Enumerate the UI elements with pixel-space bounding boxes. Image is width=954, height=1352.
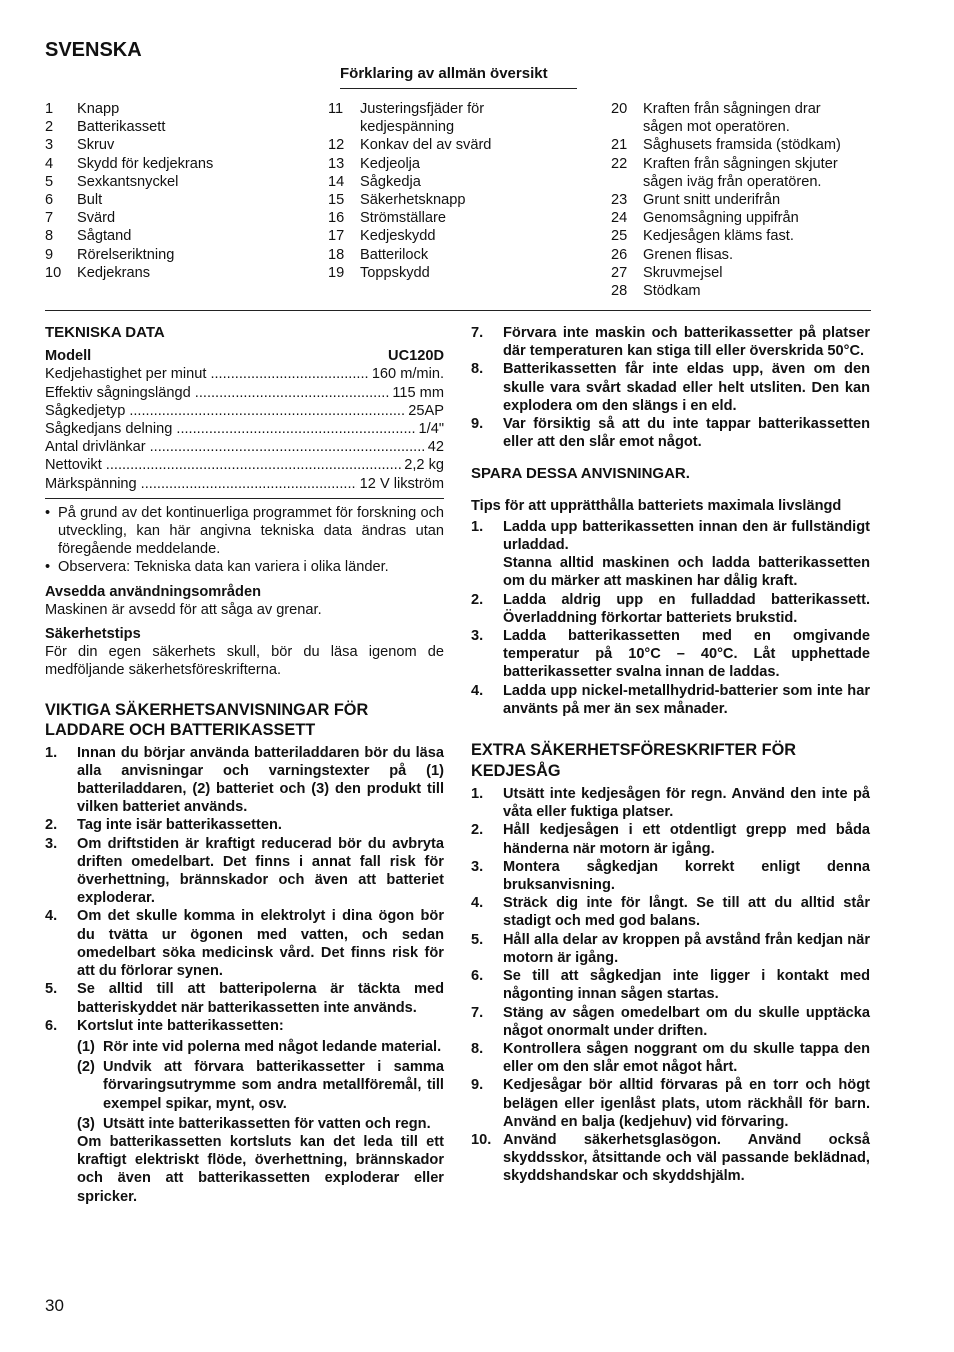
left-column xyxy=(45,324,444,1206)
sub-list-item: (1) Rör inte vid polerna med något ledande material. xyxy=(77,1038,442,1055)
chainsaw-safety-title: EXTRA SÄKERHETSFÖRESKRIFTER FÖR KEDJESÅG xyxy=(471,741,797,780)
spec-note: • Observera: Tekniska data kan variera i olika länder. xyxy=(45,559,389,576)
save-instructions: SPARA DESSA ANVISNINGAR. xyxy=(471,465,690,483)
language-heading: SVENSKA xyxy=(45,39,142,61)
safety-tips-text: För din egen säkerhets skull, bör du läsa igenom de medföljande säkerhetsföreskrifterna. xyxy=(45,644,444,679)
overview-item: 10 Kedjekrans xyxy=(45,264,151,281)
list-item: 1. Innan du börjar använda batteriladdaren bör du läsa alla anvisningar och varningstexter på (1) batteriladdaren, (2) batteriet och (3) den produkt till vilken batteriet används. xyxy=(45,744,444,816)
overview-item: 12 Konkav del av svärd xyxy=(328,137,492,154)
list-item: 6. Se till att sågkedjan inte ligger i kontakt med någonting innan sågen startas. xyxy=(471,968,870,1003)
overview-item: 17 Kedjeskydd xyxy=(328,228,436,245)
charger-safety-title: VIKTIGA SÄKERHETSANVISNINGAR FÖR LADDARE OCH BATTERIKASSETT xyxy=(45,700,369,740)
overview-item: 4 Skydd för kedjekrans xyxy=(45,155,214,172)
list-item-continuation: Om batterikassetten kortsluts kan det leda till ett kraftigt elektriskt flöde, överhettning, brännskador och även att batterikassetten exploderar eller spricker. xyxy=(77,1133,444,1205)
overview-column-2 xyxy=(328,100,596,282)
spec-row: Antal drivlänkar ..... 42 xyxy=(45,438,444,456)
overview-item: 23 Grunt snitt underifrån xyxy=(611,192,781,209)
battery-tips-title: Tips för att upprätthålla batteriets maximala livslängd xyxy=(471,497,842,514)
list-item: 4. Ladda upp nickel-metallhydrid-batterier som inte har använts på mer än sex månader. xyxy=(471,682,870,717)
spec-row: Sågkedjetyp ..... 25AP xyxy=(45,402,444,420)
list-item: 8. Kontrollera sågen noggrant om du skulle tappa den eller om den slår emot något hårt. xyxy=(471,1040,870,1076)
overview-item: 11 Justeringsfjäder för kedjespänning xyxy=(328,101,485,136)
overview-item: 20 Kraften från sågningen drar sågen mot operatören. xyxy=(611,101,821,136)
charger-safety-list-cont xyxy=(471,324,870,451)
intended-use-title: Avsedda användningsområden xyxy=(45,583,261,600)
page-number: 30 xyxy=(45,1296,64,1315)
overview-title: Förklaring av allmän översikt xyxy=(340,65,577,89)
overview-item: 28 Stödkam xyxy=(611,283,701,300)
sub-list-item: (2) Undvik att förvara batterikassetter i samma förvaringsutrymme som andra metallföremål, till exempel spikar, mynt, osv. xyxy=(77,1059,444,1112)
list-item: 5. Håll alla delar av kroppen på avstånd från kedjan när motorn är igång. xyxy=(471,931,870,966)
list-item-continuation: Stanna alltid maskinen och ladda batterikassetten om du märker att maskinen har dålig kraft. xyxy=(503,555,870,590)
spec-model-row: Modell UC120D xyxy=(45,348,444,365)
charger-safety-list xyxy=(45,744,444,1206)
spec-row: Märkspänning ..... 12 V likström xyxy=(45,475,444,493)
sub-list-item: (3) Utsätt inte batterikassetten för vatten och regn. xyxy=(77,1115,431,1132)
chainsaw-safety-list xyxy=(471,785,870,1185)
list-item: 5. Se alltid till att batteripolerna är täckta med batteriskyddet när batterikassetten inte används. xyxy=(45,981,444,1016)
list-item: 2. Håll kedjesågen i ett otdentligt grepp med båda händerna när motorn är igång. xyxy=(471,822,870,857)
overview-item: 21 Såghusets framsida (stödkam) xyxy=(611,137,841,154)
specs-divider xyxy=(45,498,444,499)
overview-item: 13 Kedjeolja xyxy=(328,155,421,172)
overview-item: 25 Kedjesågen kläms fast. xyxy=(611,228,794,245)
overview-item: 5 Sexkantsnyckel xyxy=(45,173,179,190)
overview-item: 14 Sågkedja xyxy=(328,173,421,190)
list-item: 1. Utsätt inte kedjesågen för regn. Använd den inte på våta eller fuktiga platser. xyxy=(471,786,870,821)
list-item: 7. Förvara inte maskin och batterikassetter på platser där temperaturen kan stiga till eller överskrida 50°C. xyxy=(471,325,870,360)
overview-item: 8 Sågtand xyxy=(45,228,132,245)
overview-item: 1 Knapp xyxy=(45,101,120,117)
safety-tips-title: Säkerhetstips xyxy=(45,626,141,643)
overview-item: 19 Toppskydd xyxy=(328,264,430,281)
overview-item: 18 Batterilock xyxy=(328,246,429,263)
overview-item: 6 Bult xyxy=(45,192,103,209)
spec-row: Kedjehastighet per minut ..... 160 m/min. xyxy=(45,365,444,383)
overview-item: 16 Strömställare xyxy=(328,210,446,227)
list-item: 8. Batterikassetten får inte eldas upp, även om den skulle vara svårt skadad eller helt utsliten. Den kan explodera om den slängs i en eld. xyxy=(471,361,870,414)
list-item: 10. Använd säkerhetsglasögon. Använd också skyddsskor, åtsittande och väl passande beklädnad, skyddshandskar och skyddshjälm. xyxy=(471,1131,870,1185)
battery-tips-list xyxy=(471,518,870,718)
overview-column-1 xyxy=(45,100,315,282)
right-column xyxy=(471,324,870,1186)
section-divider xyxy=(45,310,871,311)
overview-item: 2 Batterikassett xyxy=(45,119,166,136)
list-item: 2. Tag inte isär batterikassetten. xyxy=(45,817,282,834)
list-item: 1. Ladda upp batterikassetten innan den är fullständigt urladdad. xyxy=(471,518,870,554)
list-item: 4. Sträck dig inte för långt. Se till att du alltid står stadigt och med god balans. xyxy=(471,895,870,930)
list-item: 9. Var försiktig så att du inte tappar batterikassetten eller att den slår emot något. xyxy=(471,416,870,451)
overview-item: 9 Rörelseriktning xyxy=(45,246,175,263)
list-item: 3. Ladda batterikassetten med en omgivande temperatur på 10°C – 40°C. Låt upphettade batterikassetter svalna innan de laddas. xyxy=(471,628,870,681)
overview-item: 27 Skruvmejsel xyxy=(611,264,723,281)
list-item: 3. Montera sågkedjan korrekt enligt denna bruksanvisning. xyxy=(471,858,870,894)
specs-title: TEKNISKA DATA xyxy=(45,324,165,341)
intended-use-text: Maskinen är avsedd för att såga av grenar. xyxy=(45,601,322,618)
overview-item: 26 Grenen flisas. xyxy=(611,246,734,263)
list-item: 7. Stäng av sågen omedelbart om du skulle upptäcka något onormalt under driften. xyxy=(471,1004,870,1039)
list-item: 9. Kedjesågar bör alltid förvaras på en torr och högt belägen eller igenlåst plats, utom räckhåll för barn. Använd en balja (kedjehuv) vid förvaring. xyxy=(471,1077,870,1130)
spec-row: Sågkedjans delning ..... 1/4" xyxy=(45,420,444,438)
overview-item: 24 Genomsågning uppifrån xyxy=(611,210,799,227)
list-item: 4. Om det skulle komma in elektrolyt i dina ögon bör du tvätta ur ögonen med vatten, och sedan omedelbart söka medicinsk vård. Det finns risk för att du förlorar synen. xyxy=(45,908,444,980)
spec-row: Nettovikt ..... 2,2 kg xyxy=(45,456,444,474)
overview-item: 3 Skruv xyxy=(45,137,115,154)
spec-note: • På grund av det kontinuerliga programmet för forskning och utveckling, kan här angivna tekniska data ändras utan föregående meddelande. xyxy=(45,504,444,558)
list-item: 6. Kortslut inte batterikassetten: xyxy=(45,1017,284,1034)
list-item: 3. Om driftstiden är kraftigt reducerad bör du avbryta driften omedelbart. Det finns i annat fall risk för överhettning, brännskador och även att batteriet exploderar. xyxy=(45,835,444,907)
spec-row: Effektiv sågningslängd ..... 115 mm xyxy=(45,384,444,402)
overview-item: 22 Kraften från sågningen skjuter sågen iväg från operatören. xyxy=(611,155,838,190)
overview-column-3 xyxy=(611,100,871,300)
list-item: 2. Ladda aldrig upp en fulladdad batterikassett. Överladdning förkortar batteriets brukstid. xyxy=(471,591,870,626)
overview-item: 7 Svärd xyxy=(45,210,116,227)
overview-item: 15 Säkerhetsknapp xyxy=(328,192,466,209)
